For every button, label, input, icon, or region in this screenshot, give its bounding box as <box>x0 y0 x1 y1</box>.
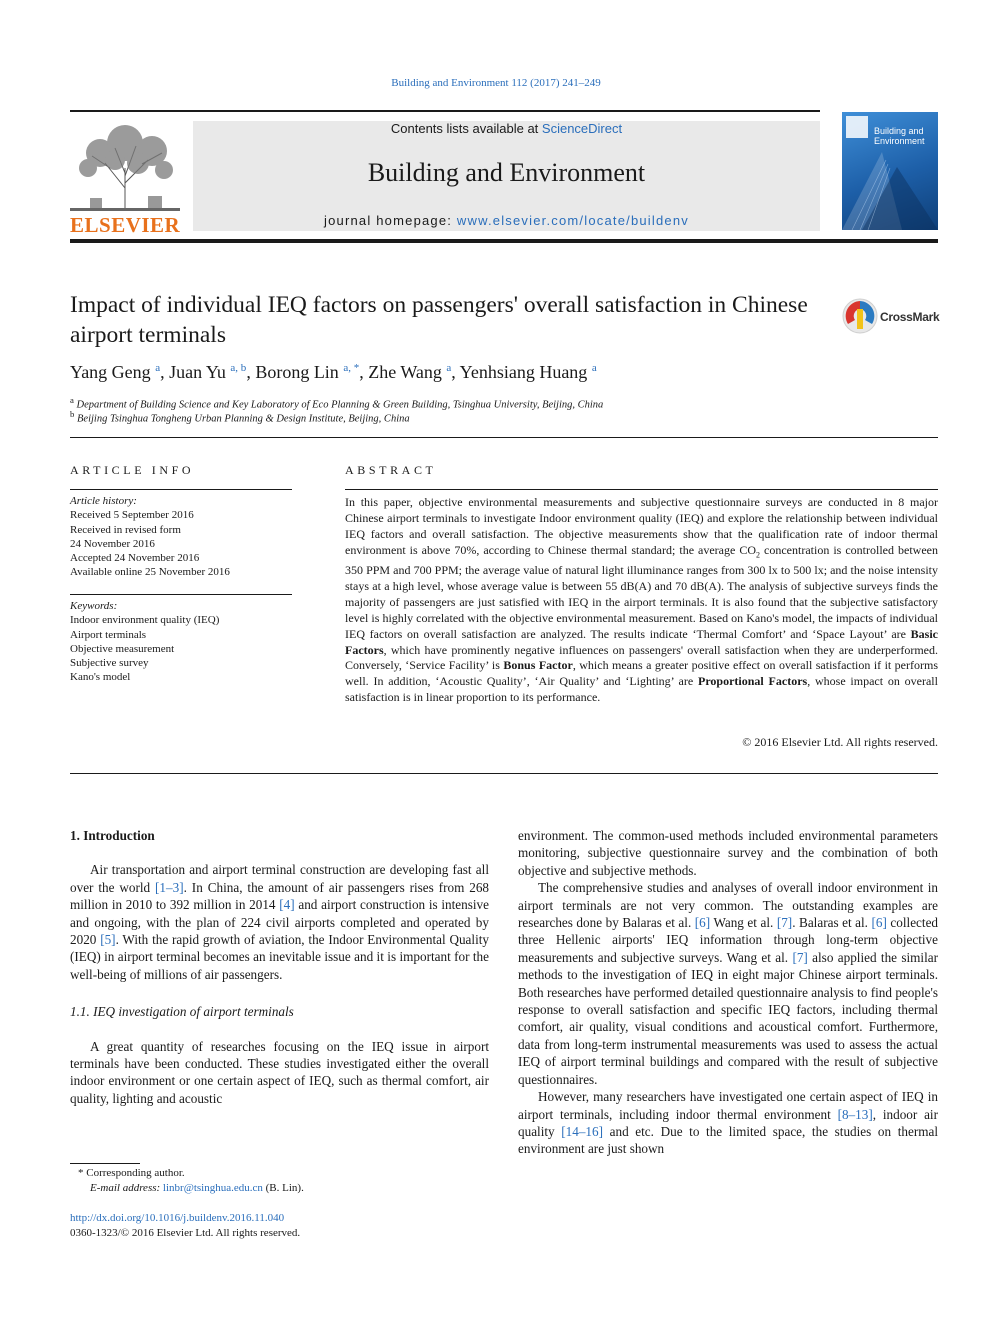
text-run: collected three Hellenic airports' IEQ information through long-term objective measurements and subjective surveys. Wang et al. <box>518 915 939 965</box>
reference-link[interactable]: [8–13] <box>837 1106 873 1122</box>
text-run: Air transportation and airport terminal construction are developing fast all over the world <box>70 862 489 895</box>
affiliation-rule <box>70 437 938 438</box>
abstract-bold-term: Proportional Factors <box>697 674 808 689</box>
homepage-prefix: journal homepage: <box>324 213 457 228</box>
corresponding-author-note: * Corresponding author. <box>78 1167 185 1179</box>
affiliation <box>70 409 930 425</box>
reference-link[interactable]: [6] <box>871 915 887 931</box>
top-rule <box>70 110 820 112</box>
text-run: . Balaras et al. <box>792 915 872 931</box>
sciencedirect-link[interactable]: ScienceDirect <box>541 121 623 136</box>
doi-link[interactable]: http://dx.doi.org/10.1016/j.buildenv.2016.11.040 <box>70 1212 285 1224</box>
keyword-item: Subjective survey <box>70 657 149 670</box>
journal-citation[interactable]: Building and Environment 112 (2017) 241–249 <box>391 77 601 89</box>
reference-link[interactable]: [7] <box>792 949 808 965</box>
article-info-heading: ARTICLE INFO <box>70 463 195 477</box>
author-affil-mark[interactable]: a, * <box>343 362 360 374</box>
affiliation-mark: b <box>70 409 75 419</box>
author-name[interactable]: Juan Yu <box>169 362 226 382</box>
affiliation-text: Beijing Tsinghua Tongheng Urban Planning & Design Institute, Beijing, China <box>77 413 410 425</box>
article-history-label: Article history: <box>70 495 137 507</box>
author-affil-mark[interactable]: a <box>155 362 161 374</box>
keywords-block <box>70 599 292 685</box>
abstract-rule <box>345 489 938 490</box>
reference-link[interactable]: [1–3] <box>155 879 184 895</box>
right-column <box>518 827 938 1158</box>
contents-prefix: Contents lists available at <box>390 121 542 136</box>
abstract-segment: , which have prominently negative influences on passengers' overall satisfaction when they are underperformed. Conversely, ‘Service Facility’ is <box>345 642 938 673</box>
journal-cover-image[interactable] <box>842 112 938 230</box>
abstract-subscript: 2 <box>756 550 761 560</box>
header-thick-rule <box>70 239 938 243</box>
abstract-segment: , which means a greater positive effect on overall satisfaction if it performs well. In addition, ‘Acoustic Quality’, ‘Air Quality’ and ‘Lighting’ are <box>345 658 939 689</box>
author-name[interactable]: Yang Geng <box>70 362 151 382</box>
keyword-item: Airport terminals <box>70 628 147 641</box>
abstract-copyright: © 2016 Elsevier Ltd. All rights reserved. <box>742 735 938 749</box>
issn-line: 0360-1323/© 2016 Elsevier Ltd. All rights reserved. <box>70 1227 301 1239</box>
reference-link[interactable]: [6] <box>694 915 711 931</box>
author-affil-mark[interactable]: a <box>591 362 597 374</box>
abstract-segment: In this paper, objective environmental measurements and subjective questionnaire surveys are conducted in 8 major Chinese airport terminals to investigate Indoor environment quality (IEQ) and explore the relationship between individual IEQ factors and overall satisfaction. The objective measurements show that the qualification rate of indoor thermal environment is above 70%, according to Chinese thermal standard; the average CO <box>345 495 938 557</box>
abstract-text <box>345 495 938 706</box>
history-item: 24 November 2016 <box>70 537 155 550</box>
text-run: and etc. Due to the limited space, the studies on thermal environment are just shown <box>518 1123 938 1157</box>
author-name[interactable]: Zhe Wang <box>368 362 442 382</box>
article-title: Impact of individual IEQ factors on passengers' overall satisfaction in Chinese airport terminals <box>70 292 808 348</box>
text-run: However, many researchers have investigated one certain aspect of IEQ in airport terminals, including indoor thermal environment <box>518 1089 938 1122</box>
body-paragraph: environment. The common-used methods included environmental parameters monitoring, subjective questionnaire survey and the combination of both objective and subjective methods. <box>518 828 938 878</box>
abstract-bold-term: Basic Factors <box>345 626 938 657</box>
body-paragraph: A great quantity of researches focusing on the IEQ issue in airport terminals have been conducted. These studies investigated either the overall indoor environment or one certain aspect of IEQ, such as thermal comfort, air quality, lighting and acoustic <box>70 1038 489 1106</box>
text-run: The comprehensive studies and analyses of overall indoor environment in airport terminals are not very common. The outstanding examples are researches done by Balaras et al. <box>518 880 938 931</box>
text-run: and airport construction is intensive and ongoing, with the plan of 224 civil airports completed and operated by 2020 <box>70 897 489 948</box>
body-paragraph <box>70 861 489 983</box>
body-paragraph <box>518 1088 938 1158</box>
reference-link[interactable]: [14–16] <box>561 1123 604 1139</box>
abstract-heading: ABSTRACT <box>345 463 437 477</box>
abstract-bold-term: Bonus Factor <box>503 658 573 673</box>
affiliation-mark: a <box>70 395 74 405</box>
homepage-link[interactable]: www.elsevier.com/locate/buildenv <box>456 213 689 228</box>
article-history <box>70 494 292 580</box>
history-item: Received 5 September 2016 <box>70 509 194 522</box>
history-item: Received in revised form <box>70 523 181 536</box>
keyword-item: Indoor environment quality (IEQ) <box>70 614 220 627</box>
keywords-label: Keywords: <box>70 600 118 612</box>
email-link[interactable]: linbr@tsinghua.edu.cn <box>162 1182 263 1194</box>
journal-homepage-line <box>193 213 820 228</box>
abstract-bottom-rule <box>70 773 938 774</box>
reference-link[interactable]: [5] <box>100 932 116 948</box>
author-list: Yang Geng $^a$, Juan Yu $^{a, b}$, Borong Lin $^{a, *}$, Zhe Wang $^a$, Yenhsiang Huang $^a$ <box>70 362 597 382</box>
body-paragraph <box>518 879 938 1088</box>
section-heading: 1. Introduction <box>70 828 155 843</box>
article-info-rule <box>70 489 292 490</box>
abstract-segment: concentration is controlled between 350 PPM and 700 PPM; the average value of natural light illuminance ranges from 300 lx to 500 lx; and the noise intensity stays at a high level, whose average value is between 55 dB(A) and 70 dB(A). The analysis of subjective surveys finds the majority of passengers are just satisfied with IEQ in the airport terminals. It is also found that the subjective satisfactory level is highly correlated with the objective environmental measurement. Based on Kano's model, the impacts of individual IEQ factors on overall satisfaction are analyzed. The results indicate ‘Thermal Comfort’ and ‘Space Layout’ are <box>345 542 939 641</box>
text-run: , indoor air quality <box>518 1106 938 1139</box>
footnote-rule <box>70 1163 140 1164</box>
author-name[interactable]: Yenhsiang Huang <box>459 362 588 382</box>
author-name[interactable]: Borong Lin <box>255 362 339 382</box>
elsevier-wordmark: ELSEVIER <box>70 213 181 237</box>
subsection-heading: 1.1. IEQ investigation of airport terminals <box>70 1004 294 1020</box>
doi-line <box>70 1211 490 1225</box>
contents-line <box>193 121 820 136</box>
author-affil-mark[interactable]: a <box>446 362 452 374</box>
text-run: also applied the similar methods to the investigation of IEQ in eight major Chinese airport terminals. Both researches have performed detailed questionnaire analysis to find people's response to overall satisfaction and specific IEQ factors, including thermal comfort, air quality, visual conditions and acoustical comfort. Furthermore, data from long-term instrumental measurements was used to assess the actual IEQ of airport terminal buildings and compared with the result of subjective questionnaires. <box>518 949 938 1087</box>
text-run: . With the rapid growth of aviation, the Indoor Environmental Quality (IEQ) in airport terminal becomes an inevitable issue and it is important for the well-being of millions of air passengers. <box>70 932 489 982</box>
keyword-item: Objective measurement <box>70 642 175 655</box>
affiliation-text: Department of Building Science and Key Laboratory of Eco Planning & Green Building, Tsinghua University, Beijing, China <box>76 399 604 411</box>
text-run: Wang et al. <box>710 915 777 931</box>
history-item: Accepted 24 November 2016 <box>70 552 200 565</box>
author-affil-mark[interactable]: a, b <box>230 362 247 374</box>
keywords-rule <box>70 594 292 595</box>
reference-link[interactable]: [7] <box>776 915 793 931</box>
cover-title: Building and Environment <box>874 126 925 146</box>
abstract-segment: , whose impact on overall satisfaction is in linear proportion to its performance. <box>345 674 938 705</box>
email-note <box>90 1181 510 1195</box>
reference-link[interactable]: [4] <box>279 897 295 913</box>
history-item: Available online 25 November 2016 <box>70 566 230 579</box>
journal-name: Building and Environment <box>367 158 646 187</box>
crossmark-label[interactable]: CrossMark <box>880 310 940 324</box>
email-label: E-mail address: <box>90 1182 163 1194</box>
email-suffix: (B. Lin). <box>262 1182 304 1194</box>
left-column <box>70 827 489 1107</box>
text-run: . In China, the amount of air passengers rises from 268 million in 2010 to 392 million in 2014 <box>70 879 490 913</box>
keyword-item: Kano's model <box>70 671 131 684</box>
